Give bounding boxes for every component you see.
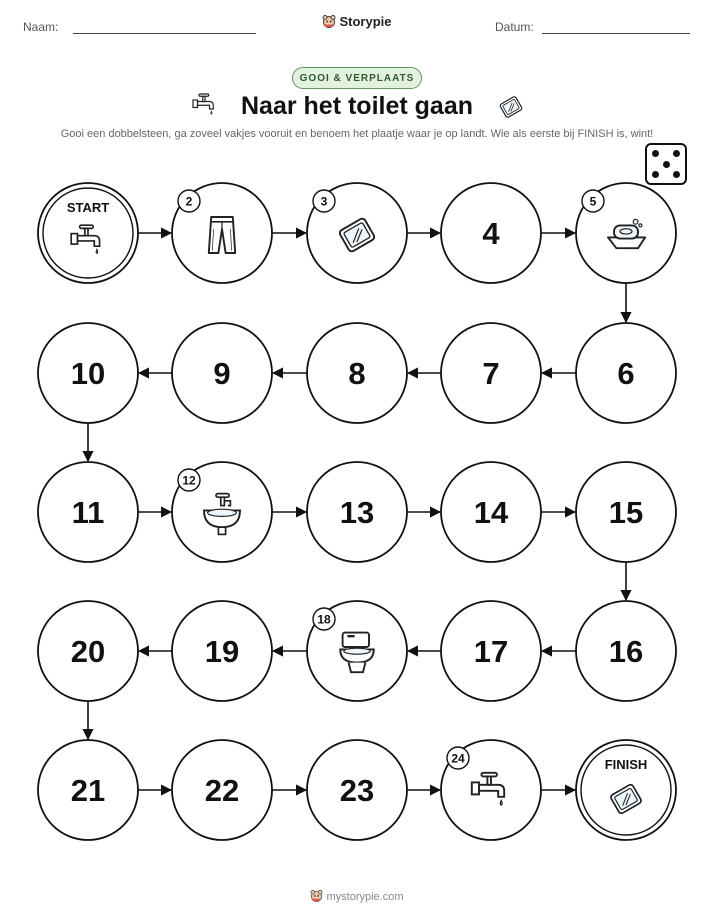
cell-number: 3 (320, 194, 328, 209)
cell-number: 7 (482, 356, 500, 391)
page-title: Naar het toilet gaan (241, 92, 473, 120)
board-cell-20 (38, 601, 138, 701)
board-cell-6 (576, 323, 676, 423)
cell-number: 14 (473, 495, 509, 530)
board-cell-22 (172, 740, 272, 840)
date-label: Datum: (495, 20, 534, 34)
board-cell-15 (576, 462, 676, 562)
board-cell-9 (172, 323, 272, 423)
board-cells (38, 183, 676, 840)
cell-number: 11 (71, 495, 105, 530)
cell-number: 22 (204, 773, 240, 808)
board-cell-12 (172, 462, 272, 562)
start-label: START (66, 200, 110, 215)
cell-number: 24 (451, 751, 465, 766)
board-cell-13 (307, 462, 407, 562)
board-cell-19 (172, 601, 272, 701)
board-cell-23 (307, 740, 407, 840)
board-cell-7 (441, 323, 541, 423)
cell-number: 16 (608, 634, 644, 669)
board-cell-2 (172, 183, 272, 283)
cell-number: 19 (204, 634, 240, 669)
board-cell-8 (307, 323, 407, 423)
cell-number: 13 (339, 495, 375, 530)
storypie-logo-icon (310, 889, 323, 905)
board-cell-24 (441, 740, 541, 840)
board-cell-5 (576, 183, 676, 283)
cell-number: 4 (482, 216, 500, 251)
brand-name: Storypie (339, 14, 392, 29)
finish-label: FINISH (604, 757, 648, 772)
board-cell-3 (307, 183, 407, 283)
board-cell-11 (38, 462, 138, 562)
start-cell (38, 183, 138, 283)
cell-number: 21 (70, 773, 106, 808)
cell-number: 5 (589, 194, 597, 209)
cell-number: 6 (617, 356, 635, 391)
cell-number: 10 (70, 356, 106, 391)
board-cell-21 (38, 740, 138, 840)
cell-number: 9 (213, 356, 231, 391)
finish-cell (576, 740, 676, 840)
footer (0, 889, 714, 905)
board-cell-10 (38, 323, 138, 423)
cell-number: 18 (317, 612, 331, 627)
cell-number: 2 (185, 194, 193, 209)
cell-number: 15 (608, 495, 644, 530)
name-label: Naam: (23, 20, 59, 34)
cell-number: 8 (348, 356, 366, 391)
cell-number: 12 (182, 473, 196, 488)
cell-number: 20 (70, 634, 106, 669)
board-cell-4 (441, 183, 541, 283)
footer-url: mystorypie.com (326, 890, 404, 903)
board-cell-17 (441, 601, 541, 701)
cell-number: 17 (473, 634, 509, 669)
board-cell-14 (441, 462, 541, 562)
cell-number: 23 (339, 773, 375, 808)
board-cell-16 (576, 601, 676, 701)
board-cell-18 (307, 601, 407, 701)
instruction-text: Gooi een dobbelsteen, ga zoveel vakjes vooruit en benoem het plaatje waar je op landt. Wie als eerste bij FINISH is, wint! (60, 128, 654, 140)
activity-badge: GOOI & VERPLAATS (292, 67, 422, 89)
